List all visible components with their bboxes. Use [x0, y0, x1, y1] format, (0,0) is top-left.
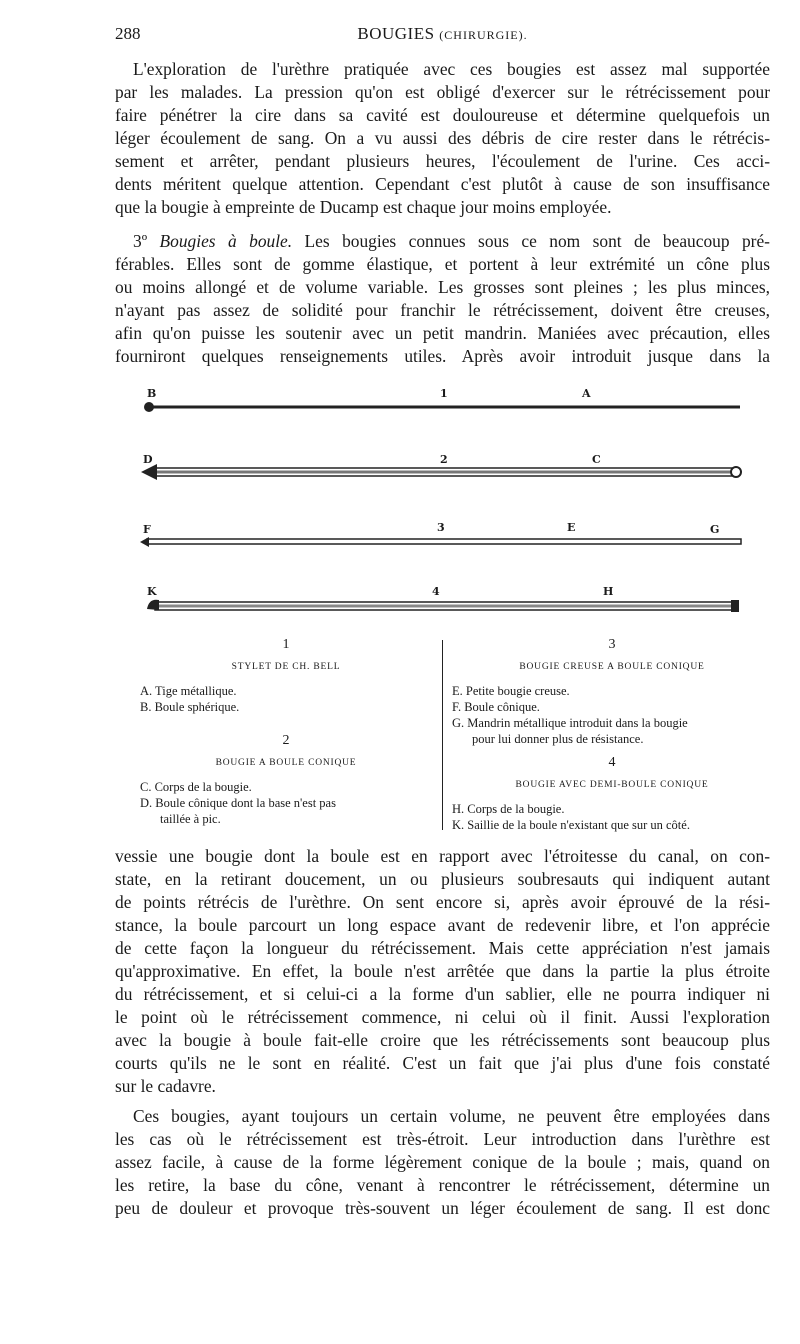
text-line: faire pénétrer la cire dans sa cavité est douloureuse et détermine quelquefois un [115, 105, 770, 125]
instrument-1-stylet [144, 402, 740, 412]
caption-item: C. Corps de la bougie. [140, 780, 252, 794]
figure-label: 2 [440, 453, 448, 466]
paragraph-4 [115, 1105, 770, 1220]
instrument-3-bougie-creuse [140, 537, 741, 547]
figure-label: G [710, 523, 720, 536]
section-title: Bougies à boule. [159, 231, 293, 251]
text-line: sur le cadavre. [115, 1076, 216, 1096]
instruments-drawing [135, 385, 775, 630]
caption-number: 2 [282, 733, 290, 748]
text-line: assez facile, à cause de la forme légèrement conique de la boule ; mais, quand on [115, 1152, 770, 1172]
text-line: de points rétrécis de l'urèthre. On sent encore si, après avoir éprouvé de la rési- [115, 892, 770, 912]
page-header [115, 22, 770, 46]
caption-item: A. Tige métallique. [140, 684, 237, 698]
caption-title: BOUGIE AVEC DEMI-BOULE CONIQUE [515, 780, 709, 790]
text-line: dents méritent quelque attention. Cependant c'est plutôt à cause de son insuffisance [115, 174, 770, 194]
figure-label: E [567, 521, 576, 534]
running-head [115, 24, 770, 44]
text-line: qu'approximative. En effet, la boule n'est arrêtée que dans la partie la plus étroite [115, 961, 770, 981]
caption-item: pour lui donner plus de résistance. [472, 732, 644, 746]
instrument-figure [135, 385, 775, 630]
paragraph-1 [115, 58, 770, 219]
figure-label: 1 [440, 387, 448, 400]
text-line: courts qu'ils ne le sont en réalité. C'est un fait que j'ai plus d'une fois constaté [115, 1053, 770, 1073]
text-line: stance, la boule parcourt un long espace avant de redevenir libre, et l'on apprécie [115, 915, 770, 935]
caption-number: 4 [608, 755, 616, 770]
text-line: sement et arrêter, pendant plusieurs heures, l'écoulement de l'urine. Ces acci- [115, 151, 770, 171]
instrument-4-demi-boule [147, 600, 739, 612]
figure-label: F [143, 523, 151, 536]
text-line: L'exploration de l'urèthre pratiquée avec ces bougies est assez mal supportée [133, 59, 770, 79]
caption-block-4 [452, 755, 772, 833]
section-number: 3º [133, 231, 148, 251]
text-line: state, en la retirant doucement, un ou plusieurs soubresauts qui indiquent autant [115, 869, 770, 889]
text-line: fourniront quelques renseignements utiles. Après avoir introduit jusque dans la [115, 346, 770, 366]
caption-title: BOUGIE CREUSE A BOULE CONIQUE [519, 662, 705, 672]
figure-label: 4 [432, 585, 440, 598]
figure-label: B [147, 387, 157, 400]
text-line: les cas où le rétrécissement est très-étroit. Leur introduction dans l'urèthre est [115, 1129, 770, 1149]
text-line: Ces bougies, ayant toujours un certain volume, ne peuvent être employées dans [133, 1106, 770, 1126]
instrument-2-bougie [141, 464, 741, 480]
running-head-sub: (CHIRURGIE). [439, 28, 528, 42]
text-line: du rétrécissement, et si celui-ci a la forme d'un sablier, elle ne pourra indiquer ni [115, 984, 770, 1004]
caption-item: taillée à pic. [160, 812, 221, 826]
caption-block-2 [140, 733, 432, 827]
caption-item: B. Boule sphérique. [140, 700, 240, 714]
text-line: férables. Elles sont de gomme élastique, et portent à leur extrémité un cône plus [115, 254, 770, 274]
caption-divider [442, 640, 443, 830]
caption-item: G. Mandrin métallique introduit dans la bougie [452, 716, 688, 730]
caption-title: BOUGIE A BOULE CONIQUE [215, 758, 357, 768]
caption-number: 1 [282, 637, 290, 652]
text-line: le point où le rétrécissement commence, ni celui où il finit. Aussi l'exploration [115, 1007, 770, 1027]
text-line: que la bougie à empreinte de Ducamp est chaque jour moins employée. [115, 197, 612, 217]
text-line: par les malades. La pression qu'on est obligé d'exercer sur le rétrécissement pour [115, 82, 770, 102]
caption-item: K. Saillie de la boule n'existant que sur un côté. [452, 818, 690, 832]
figure-label: H [603, 585, 614, 598]
text-line: vessie une bougie dont la boule est en rapport avec l'étroitesse du canal, on con- [115, 846, 770, 866]
text-line: avec la bougie à boule fait-elle croire que les rétrécissements sont beaucoup plus [115, 1030, 770, 1050]
caption-item: E. Petite bougie creuse. [452, 684, 570, 698]
figure-label: A [582, 387, 591, 400]
caption-item: D. Boule cônique dont la base n'est pas [140, 796, 336, 810]
text-line: léger écoulement de sang. On a vu aussi des débris de cire rester dans le rétrécis- [115, 128, 770, 148]
text-line: afin qu'on puisse les soutenir avec un petit mandrin. Maniées avec précaution, elles [115, 323, 770, 343]
caption-item: H. Corps de la bougie. [452, 802, 565, 816]
paragraph-2 [115, 230, 770, 368]
figure-label: D [143, 453, 153, 466]
text-line: ou moins allongé et de volume variable. Les grosses sont pleines ; les plus minces, [115, 277, 770, 297]
caption-block-3 [452, 637, 772, 747]
text-line: peu de douleur et provoque très-souvent un léger écoulement de sang. Il est donc [115, 1198, 770, 1218]
figure-label: 3 [437, 521, 445, 534]
caption-item: F. Boule cônique. [452, 700, 540, 714]
text-line: n'ayant pas assez de solidité pour franchir le rétrécissement, doivent être creuses, [115, 300, 770, 320]
caption-block-1 [140, 637, 432, 715]
text-line: les retire, la base du cône, venant à rencontrer le rétrécissement, détermine un [115, 1175, 770, 1195]
running-head-main: BOUGIES [357, 24, 435, 43]
text-line [115, 230, 770, 253]
paragraph-3 [115, 845, 770, 1098]
caption-number: 3 [608, 637, 616, 652]
text-fragment: Les bougies connues sous ce nom sont de beaucoup pré- [292, 231, 770, 251]
caption-title: STYLET DE CH. BELL [231, 662, 341, 672]
text-line: de cette façon la longueur du rétrécissement. Mais cette appréciation n'est jamais [115, 938, 770, 958]
figure-label: K [147, 585, 157, 598]
page-number: 288 [115, 24, 141, 43]
figure-label: C [592, 453, 601, 466]
